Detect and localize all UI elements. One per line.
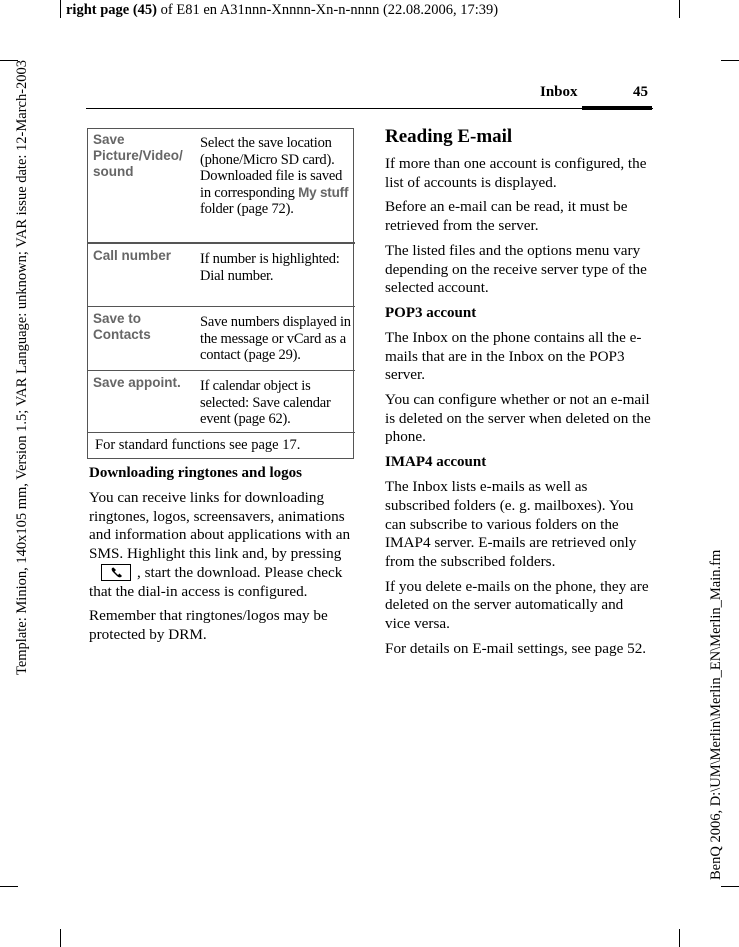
paragraph: You can configure whether or not an e-mail is deleted on the server when deleted on the phone. <box>385 391 651 446</box>
paragraph: If more than one account is configured, the list of accounts is displayed. <box>385 155 647 191</box>
running-title: Inbox <box>540 84 578 100</box>
subheading: IMAP4 account <box>385 454 487 471</box>
table-row-label: Save appoint. <box>93 375 181 390</box>
print-header-rest: of E81 en A31nnn-Xnnnn-Xn-n-nnnn (22.08.2006, 17:39) <box>157 2 499 18</box>
function-table <box>87 128 355 461</box>
table-note: For standard functions see page 17. <box>95 437 301 453</box>
paragraph <box>89 489 357 601</box>
header-rule <box>86 108 653 109</box>
paragraph: Before an e-mail can be read, it must be retrieved from the server. <box>385 198 628 235</box>
crop-mark <box>0 886 18 887</box>
header-tab-mark <box>582 106 652 110</box>
crop-mark <box>721 60 739 61</box>
table-row-label: Save Picture/Video/ sound <box>93 132 183 179</box>
print-header-bold: right page (45) <box>66 2 158 18</box>
table-row <box>87 128 355 242</box>
template-info: Template: Minion, 140x105 mm, Version 1.5; VAR Language: unknown; VAR issue date: 12-March-2003 <box>14 60 30 676</box>
crop-mark <box>721 886 739 887</box>
crop-mark <box>60 0 61 18</box>
print-header <box>66 2 498 19</box>
paragraph: The Inbox lists e-mails as well as subscribed folders (e. g. mailboxes). You can subscribe to various folders on the IMAP4 server. E-mails are retrieved only from the subscribed folders. <box>385 478 637 570</box>
table-row-desc: Save numbers displayed in the message or vCard as a contact (page 29). <box>200 314 351 363</box>
section-heading: Downloading ringtones and logos <box>89 465 302 481</box>
section-title: Reading E-mail <box>385 126 513 147</box>
table-row <box>87 370 355 432</box>
table-row <box>87 242 355 306</box>
call-key-icon <box>101 564 131 581</box>
paragraph: Remember that ringtones/logos may be protected by DRM. <box>89 607 328 643</box>
paragraph: The Inbox on the phone contains all the e-mails that are in the Inbox on the POP3 server. <box>385 328 642 384</box>
crop-mark <box>679 929 680 947</box>
table-row-desc <box>194 128 355 242</box>
paragraph: The listed files and the options menu vary depending on the receive server type of the selected account. <box>385 241 647 297</box>
downloading-section <box>89 464 357 651</box>
page-number: 45 <box>633 84 648 100</box>
paragraph-text: You can receive links for downloading ringtones, logos, screensavers, animations and information about applications with an SMS. Highlight this link and, by pressing <box>89 489 351 563</box>
table-row-label: Call number <box>93 248 172 263</box>
table-row <box>87 306 355 370</box>
crop-mark <box>679 0 680 18</box>
table-note-row <box>87 432 355 461</box>
menu-ref: My stuff <box>298 184 349 200</box>
desc-text: Select the save location (phone/Micro SD card). Downloaded file is saved in corresponding <box>200 135 343 201</box>
crop-mark <box>60 929 61 947</box>
reading-email-section <box>385 124 651 664</box>
paragraph-text: , start the download. Please check that the dial-in access is configured. <box>89 563 343 600</box>
paragraph: If you delete e-mails on the phone, they are deleted on the server automatically and vice versa. <box>385 577 649 633</box>
table-row-label: Save to Contacts <box>93 311 151 342</box>
table-row-desc: If number is highlighted: Dial number. <box>200 251 340 284</box>
file-path: BenQ 2006, D:\UM\Merlin\Merlin_EN\Merlin_Main.fm <box>708 549 724 880</box>
paragraph: For details on E-mail settings, see page 52. <box>385 639 647 657</box>
desc-text: folder (page 72). <box>200 201 294 217</box>
subheading: POP3 account <box>385 304 477 321</box>
table-row-desc: If calendar object is selected: Save calendar event (page 62). <box>200 378 331 427</box>
